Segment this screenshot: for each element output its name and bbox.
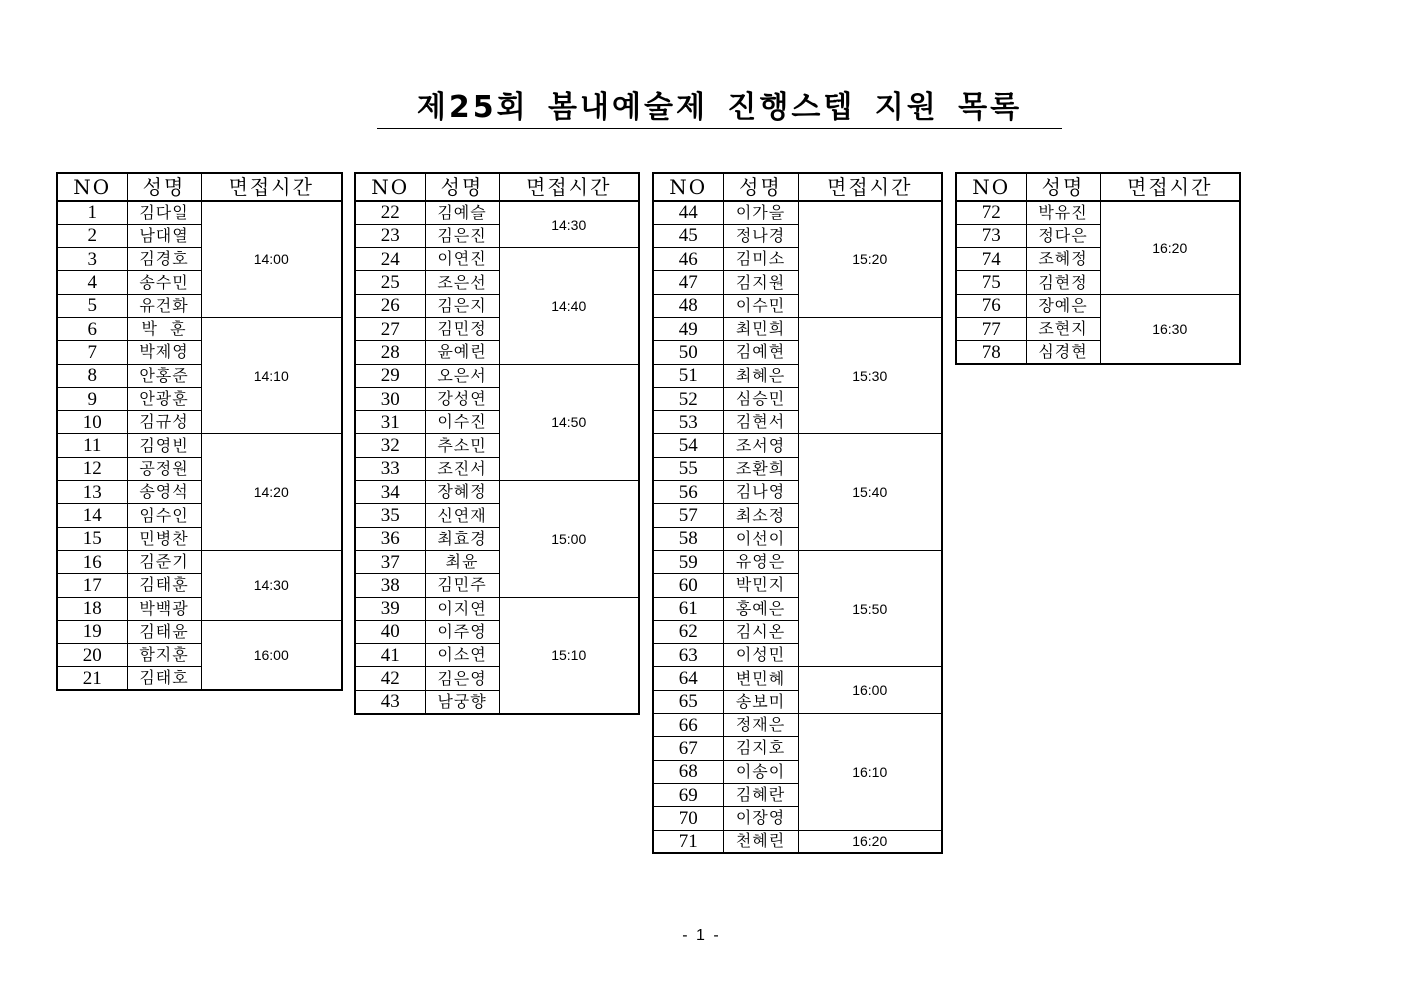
applicant-name: 이주영 <box>425 620 499 643</box>
interview-time: 15:20 <box>798 201 942 317</box>
applicant-name: 이연진 <box>425 248 499 271</box>
applicant-name: 조혜정 <box>1026 248 1100 271</box>
header-row <box>653 173 942 201</box>
applicant-name: 김은진 <box>425 224 499 247</box>
roster-table <box>354 172 640 715</box>
applicant-name: 조은선 <box>425 271 499 294</box>
applicant-name: 김미소 <box>723 248 798 271</box>
applicant-name: 김예현 <box>723 341 798 364</box>
header-row <box>57 173 342 201</box>
row-number: 5 <box>57 294 127 317</box>
applicant-name: 신연재 <box>425 504 499 527</box>
header-name: 성명 <box>127 173 201 201</box>
applicant-name: 공정원 <box>127 457 201 480</box>
row-number: 71 <box>653 830 723 853</box>
row-number: 42 <box>355 667 425 690</box>
table-header <box>956 173 1240 201</box>
row-number: 14 <box>57 504 127 527</box>
applicant-name: 김태호 <box>127 667 201 690</box>
row-number: 25 <box>355 271 425 294</box>
roster-table-4 <box>955 172 1241 365</box>
row-number: 77 <box>956 317 1026 340</box>
table-row <box>57 620 342 643</box>
applicant-name: 김준기 <box>127 550 201 573</box>
row-number: 38 <box>355 574 425 597</box>
row-number: 17 <box>57 574 127 597</box>
interview-time: 15:10 <box>499 597 639 713</box>
interview-time: 15:00 <box>499 481 639 597</box>
applicant-name: 심경현 <box>1026 341 1100 364</box>
applicant-name: 유건화 <box>127 294 201 317</box>
table-row <box>653 317 942 340</box>
applicant-name: 김현서 <box>723 411 798 434</box>
table-row <box>355 248 639 271</box>
row-number: 40 <box>355 620 425 643</box>
row-number: 39 <box>355 597 425 620</box>
applicant-name: 이송이 <box>723 760 798 783</box>
row-number: 57 <box>653 504 723 527</box>
header-name: 성명 <box>425 173 499 201</box>
row-number: 26 <box>355 294 425 317</box>
row-number: 6 <box>57 317 127 340</box>
applicant-name: 정다은 <box>1026 224 1100 247</box>
row-number: 43 <box>355 690 425 713</box>
header-name: 성명 <box>723 173 798 201</box>
applicant-name: 최민희 <box>723 317 798 340</box>
row-number: 69 <box>653 783 723 806</box>
row-number: 36 <box>355 527 425 550</box>
applicant-name: 함지훈 <box>127 644 201 667</box>
applicant-name: 송수민 <box>127 271 201 294</box>
header-interview-time: 면접시간 <box>798 173 942 201</box>
row-number: 44 <box>653 201 723 224</box>
applicant-name: 조서영 <box>723 434 798 457</box>
table-row <box>355 364 639 387</box>
applicant-name: 심승민 <box>723 387 798 410</box>
row-number: 54 <box>653 434 723 457</box>
row-number: 21 <box>57 667 127 690</box>
table-row <box>57 550 342 573</box>
row-number: 59 <box>653 550 723 573</box>
row-number: 68 <box>653 760 723 783</box>
table-body <box>355 201 639 714</box>
table-row <box>956 201 1240 224</box>
applicant-name: 이선이 <box>723 527 798 550</box>
applicant-name: 민병찬 <box>127 527 201 550</box>
table-row <box>653 667 942 690</box>
interview-time: 14:20 <box>201 434 342 550</box>
row-number: 49 <box>653 317 723 340</box>
interview-time: 15:50 <box>798 550 942 666</box>
applicant-name: 임수인 <box>127 504 201 527</box>
applicant-name: 장혜정 <box>425 481 499 504</box>
row-number: 18 <box>57 597 127 620</box>
row-number: 16 <box>57 550 127 573</box>
table-body <box>653 201 942 853</box>
row-number: 20 <box>57 644 127 667</box>
header-no: NO <box>57 173 127 201</box>
applicant-name: 이장영 <box>723 807 798 830</box>
applicant-name: 박민지 <box>723 574 798 597</box>
applicant-name: 최소정 <box>723 504 798 527</box>
applicant-name: 김경호 <box>127 248 201 271</box>
row-number: 24 <box>355 248 425 271</box>
table-row <box>355 597 639 620</box>
header-interview-time: 면접시간 <box>499 173 639 201</box>
roster-table <box>56 172 343 691</box>
interview-time: 15:40 <box>798 434 942 550</box>
row-number: 48 <box>653 294 723 317</box>
applicant-name: 김예슬 <box>425 201 499 224</box>
applicant-name: 송보미 <box>723 690 798 713</box>
applicant-name: 김은지 <box>425 294 499 317</box>
row-number: 19 <box>57 620 127 643</box>
row-number: 15 <box>57 527 127 550</box>
row-number: 75 <box>956 271 1026 294</box>
applicant-name: 강성연 <box>425 387 499 410</box>
row-number: 2 <box>57 224 127 247</box>
applicant-name: 박제영 <box>127 341 201 364</box>
row-number: 62 <box>653 620 723 643</box>
row-number: 23 <box>355 224 425 247</box>
table-header <box>355 173 639 201</box>
table-row <box>57 201 342 224</box>
row-number: 34 <box>355 481 425 504</box>
roster-table-2 <box>354 172 640 715</box>
row-number: 65 <box>653 690 723 713</box>
header-no: NO <box>653 173 723 201</box>
header-row <box>956 173 1240 201</box>
applicant-name: 김은영 <box>425 667 499 690</box>
row-number: 72 <box>956 201 1026 224</box>
applicant-name: 송영석 <box>127 481 201 504</box>
row-number: 4 <box>57 271 127 294</box>
page-number: - 1 - <box>682 927 721 944</box>
row-number: 33 <box>355 457 425 480</box>
applicant-name: 김지호 <box>723 737 798 760</box>
applicant-name: 이수진 <box>425 411 499 434</box>
applicant-name: 남궁향 <box>425 690 499 713</box>
row-number: 70 <box>653 807 723 830</box>
interview-time: 14:10 <box>201 317 342 433</box>
applicant-name: 김민정 <box>425 317 499 340</box>
applicant-name: 남대열 <box>127 224 201 247</box>
table-row <box>57 317 342 340</box>
roster-table-3 <box>652 172 943 854</box>
row-number: 52 <box>653 387 723 410</box>
header-no: NO <box>355 173 425 201</box>
applicant-name: 조진서 <box>425 457 499 480</box>
row-number: 56 <box>653 481 723 504</box>
interview-time: 14:30 <box>499 201 639 248</box>
applicant-name: 안홍준 <box>127 364 201 387</box>
row-number: 35 <box>355 504 425 527</box>
row-number: 61 <box>653 597 723 620</box>
applicant-name: 김현정 <box>1026 271 1100 294</box>
row-number: 46 <box>653 248 723 271</box>
applicant-name: 추소민 <box>425 434 499 457</box>
row-number: 45 <box>653 224 723 247</box>
row-number: 8 <box>57 364 127 387</box>
interview-time: 14:40 <box>499 248 639 364</box>
table-row <box>355 481 639 504</box>
applicant-name: 이성민 <box>723 644 798 667</box>
applicant-name: 박백광 <box>127 597 201 620</box>
row-number: 27 <box>355 317 425 340</box>
row-number: 29 <box>355 364 425 387</box>
row-number: 53 <box>653 411 723 434</box>
row-number: 51 <box>653 364 723 387</box>
interview-time: 14:00 <box>201 201 342 317</box>
applicant-name: 조현지 <box>1026 317 1100 340</box>
row-number: 67 <box>653 737 723 760</box>
applicant-name: 윤예린 <box>425 341 499 364</box>
applicant-name: 유영은 <box>723 550 798 573</box>
applicant-name: 김민주 <box>425 574 499 597</box>
roster-table-1 <box>56 172 343 691</box>
applicant-name: 박유진 <box>1026 201 1100 224</box>
table-header <box>57 173 342 201</box>
table-row <box>653 830 942 853</box>
row-number: 37 <box>355 550 425 573</box>
row-number: 31 <box>355 411 425 434</box>
row-number: 47 <box>653 271 723 294</box>
row-number: 10 <box>57 411 127 434</box>
row-number: 73 <box>956 224 1026 247</box>
applicant-name: 김지원 <box>723 271 798 294</box>
header-no: NO <box>956 173 1026 201</box>
applicant-name: 홍예은 <box>723 597 798 620</box>
interview-time: 16:30 <box>1100 294 1240 364</box>
applicant-name: 박 훈 <box>127 317 201 340</box>
row-number: 7 <box>57 341 127 364</box>
row-number: 12 <box>57 457 127 480</box>
row-number: 64 <box>653 667 723 690</box>
table-row <box>57 434 342 457</box>
row-number: 3 <box>57 248 127 271</box>
row-number: 50 <box>653 341 723 364</box>
applicant-name: 이수민 <box>723 294 798 317</box>
applicant-name: 이소연 <box>425 644 499 667</box>
applicant-name: 안광훈 <box>127 387 201 410</box>
applicant-name: 김나영 <box>723 481 798 504</box>
row-number: 22 <box>355 201 425 224</box>
applicant-name: 최윤 <box>425 550 499 573</box>
applicant-name: 오은서 <box>425 364 499 387</box>
applicant-name: 이가을 <box>723 201 798 224</box>
row-number: 76 <box>956 294 1026 317</box>
applicant-name: 김태훈 <box>127 574 201 597</box>
table-row <box>653 550 942 573</box>
row-number: 55 <box>653 457 723 480</box>
row-number: 13 <box>57 481 127 504</box>
table-row <box>956 294 1240 317</box>
applicant-name: 이지연 <box>425 597 499 620</box>
row-number: 28 <box>355 341 425 364</box>
header-name: 성명 <box>1026 173 1100 201</box>
interview-time: 16:00 <box>201 620 342 690</box>
applicant-name: 정나경 <box>723 224 798 247</box>
roster-table <box>955 172 1241 365</box>
applicant-name: 장예은 <box>1026 294 1100 317</box>
roster-table <box>652 172 943 854</box>
interview-time: 16:10 <box>798 714 942 830</box>
row-number: 9 <box>57 387 127 410</box>
applicant-name: 천혜린 <box>723 830 798 853</box>
applicant-name: 김다일 <box>127 201 201 224</box>
table-body <box>57 201 342 690</box>
interview-time: 15:30 <box>798 317 942 433</box>
applicant-name: 김영빈 <box>127 434 201 457</box>
row-number: 1 <box>57 201 127 224</box>
interview-time: 16:20 <box>798 830 942 853</box>
applicant-name: 김규성 <box>127 411 201 434</box>
applicant-name: 김태윤 <box>127 620 201 643</box>
table-row <box>653 434 942 457</box>
table-header <box>653 173 942 201</box>
row-number: 58 <box>653 527 723 550</box>
applicant-name: 조환희 <box>723 457 798 480</box>
row-number: 60 <box>653 574 723 597</box>
row-number: 74 <box>956 248 1026 271</box>
row-number: 41 <box>355 644 425 667</box>
applicant-name: 최혜은 <box>723 364 798 387</box>
table-body <box>956 201 1240 364</box>
header-row <box>355 173 639 201</box>
applicant-name: 변민혜 <box>723 667 798 690</box>
interview-time: 14:30 <box>201 550 342 620</box>
row-number: 63 <box>653 644 723 667</box>
interview-time: 16:00 <box>798 667 942 714</box>
table-row <box>653 201 942 224</box>
header-interview-time: 면접시간 <box>1100 173 1240 201</box>
row-number: 32 <box>355 434 425 457</box>
applicant-name: 김시온 <box>723 620 798 643</box>
table-row <box>355 201 639 224</box>
interview-time: 16:20 <box>1100 201 1240 294</box>
applicant-name: 정재은 <box>723 714 798 737</box>
interview-time: 14:50 <box>499 364 639 480</box>
row-number: 66 <box>653 714 723 737</box>
row-number: 30 <box>355 387 425 410</box>
row-number: 78 <box>956 341 1026 364</box>
table-row <box>653 714 942 737</box>
header-interview-time: 면접시간 <box>201 173 342 201</box>
row-number: 11 <box>57 434 127 457</box>
applicant-name: 김혜란 <box>723 783 798 806</box>
applicant-name: 최효경 <box>425 527 499 550</box>
document-title: 제25회 봄내예술제 진행스텝 지원 목록 <box>377 88 1062 129</box>
